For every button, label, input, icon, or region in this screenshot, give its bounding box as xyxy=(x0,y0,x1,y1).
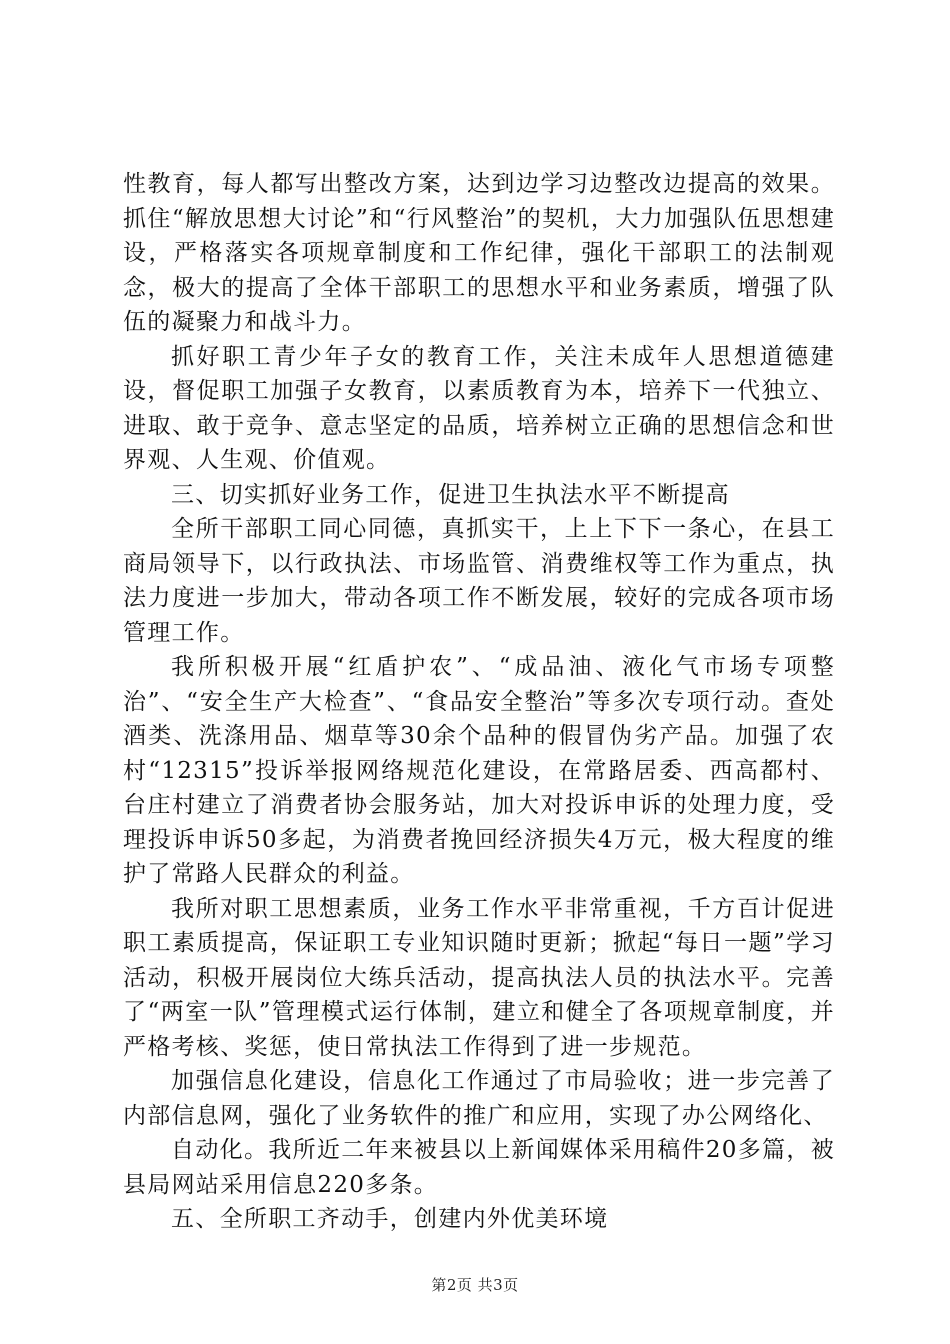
paragraph-continuation: 性教育，每人都写出整改方案，达到边学习边整改边提高的效果。抓住“解放思想大讨论”和“行风整治”的契机，大力加强队伍思想建设，严格落实各项规章制度和工作纪律，强化干部职工的法制观念，极大的提高了全体干部职工的思想水平和业务素质，增强了队伍的凝聚力和战斗力。 xyxy=(123,171,835,335)
section-heading-3: 三、切实抓好业务工作，促进卫生执法水平不断提高 xyxy=(171,481,730,508)
paragraph-staff: 全所干部职工同心同德，真抓实干，上上下下一条心，在县工商局领导下，以行政执法、市场监管、消费维权等工作为重点，执法力度进一步加大，带动各项工作不断发展，较好的完成各项市场管理工作。 xyxy=(123,516,835,646)
paragraph-actions: 我所积极开展“红盾护农”、“成品油、液化气市场专项整治”、“安全生产大检查”、“食品安全整治”等多次专项行动。查处酒类、洗涤用品、烟草等30余个品种的假冒伪劣产品。加强了农村“12315”投诉举报网络规范化建设，在常路居委、西高都村、台庄村建立了消费者协会服务站，加大对投诉申诉的处理力度，受理投诉申诉50多起，为消费者挽回经济损失4万元，极大程度的维护了常路人民群众的利益。 xyxy=(123,654,835,887)
document-body xyxy=(123,167,835,1237)
page-number-footer: 第2页 共3页 xyxy=(431,1276,519,1294)
paragraph-education: 抓好职工青少年子女的教育工作，关注未成年人思想道德建设，督促职工加强子女教育，以素质教育为本，培养下一代独立、进取、敢于竞争、意志坚定的品质，培养树立正确的思想信念和世界观、人生观、价值观。 xyxy=(123,343,835,473)
section-heading-5: 五、全所职工齐动手，创建内外优美环境 xyxy=(171,1206,609,1232)
paragraph-training: 我所对职工思想素质，业务工作水平非常重视，千方百计促进职工素质提高，保证职工专业知识随时更新；掀起“每日一题”学习活动，积极开展岗位大练兵活动，提高执法人员的执法水平。完善了“两室一队”管理模式运行体制，建立和健全了各项规章制度，并严格考核、奖惩，使日常执法工作得到了进一步规范。 xyxy=(123,895,835,1060)
paragraph-informatization: 加强信息化建设，信息化工作通过了市局验收；进一步完善了内部信息网，强化了业务软件的推广和应用，实现了办公网络化、 xyxy=(123,1068,835,1129)
paragraph-media: 自动化。我所近二年来被县以上新闻媒体采用稿件20多篇，被县局网站采用信息220多条。 xyxy=(123,1137,835,1198)
